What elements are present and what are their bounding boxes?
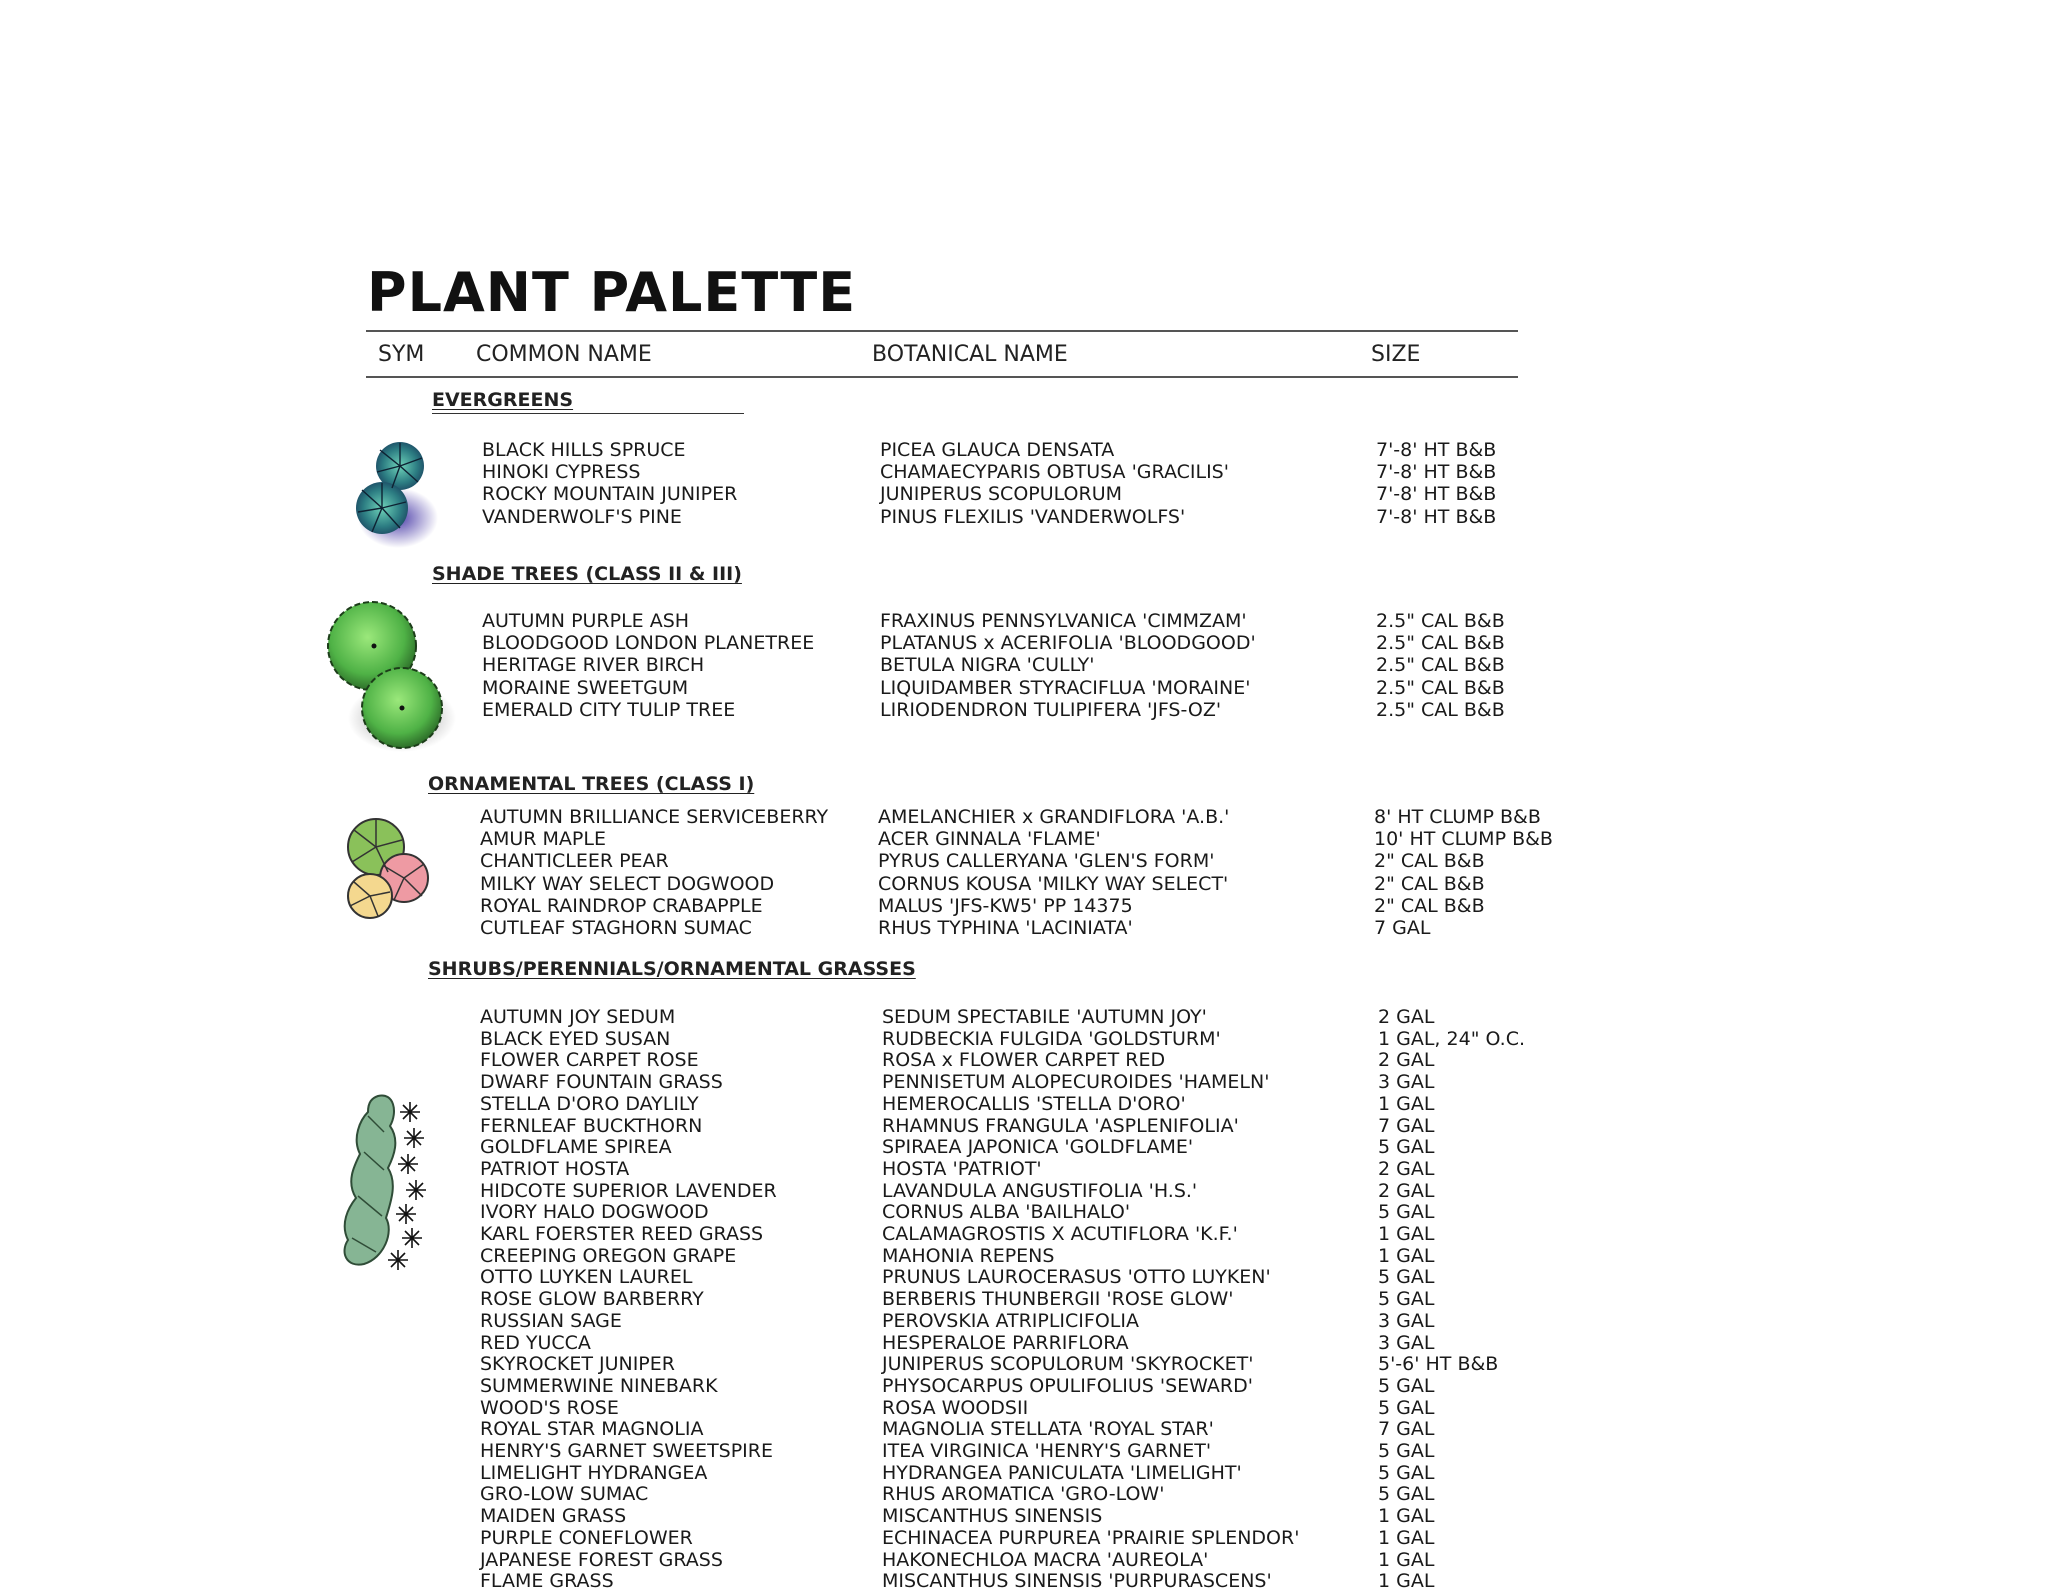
common-name-cell: BLACK HILLS SPRUCE xyxy=(482,439,686,461)
column-header-sym: SYM xyxy=(378,342,425,367)
size-cell: 3 GAL xyxy=(1378,1309,1435,1332)
common-name-cell: AUTUMN JOY SEDUM xyxy=(480,1006,676,1028)
common-name-cell: FERNLEAF BUCKTHORN xyxy=(480,1114,703,1137)
botanical-name-cell: JUNIPERUS SCOPULORUM xyxy=(880,483,1123,506)
size-cell: 5 GAL xyxy=(1378,1136,1435,1159)
botanical-name-cell: PINUS FLEXILIS 'VANDERWOLFS' xyxy=(880,505,1186,528)
common-name-cell: ROYAL RAINDROP CRABAPPLE xyxy=(480,894,763,917)
common-name-cell: AUTUMN BRILLIANCE SERVICEBERRY xyxy=(480,806,829,828)
botanical-name-cell: JUNIPERUS SCOPULORUM 'SKYROCKET' xyxy=(882,1353,1254,1376)
botanical-name-cell: BERBERIS THUNBERGII 'ROSE GLOW' xyxy=(882,1288,1234,1311)
evergreen-symbol-icon xyxy=(352,438,444,550)
size-cell: 2 GAL xyxy=(1378,1157,1435,1180)
size-cell: 5 GAL xyxy=(1378,1288,1435,1311)
size-cell: 2.5" CAL B&B xyxy=(1376,632,1505,655)
section-title: SHRUBS/PERENNIALS/ORNAMENTAL GRASSES xyxy=(428,958,916,980)
section-title: ORNAMENTAL TREES (CLASS I) xyxy=(428,773,755,795)
common-name-cell: HERITAGE RIVER BIRCH xyxy=(482,654,705,677)
botanical-name-cell: PYRUS CALLERYANA 'GLEN'S FORM' xyxy=(878,850,1215,873)
shade-tree-symbol-icon xyxy=(322,598,458,754)
common-name-cell: HINOKI CYPRESS xyxy=(482,461,641,484)
common-name-cell: PURPLE CONEFLOWER xyxy=(480,1526,693,1549)
common-name-cell: RED YUCCA xyxy=(480,1331,591,1354)
botanical-name-cell: RUDBECKIA FULGIDA 'GOLDSTURM' xyxy=(882,1027,1221,1050)
common-name-cell: GOLDFLAME SPIREA xyxy=(480,1136,672,1159)
common-name-cell: HIDCOTE SUPERIOR LAVENDER xyxy=(480,1179,777,1202)
botanical-name-cell: ITEA VIRGINICA 'HENRY'S GARNET' xyxy=(882,1440,1212,1462)
botanical-name-cell: HYDRANGEA PANICULATA 'LIMELIGHT' xyxy=(882,1461,1242,1484)
common-name-cell: MILKY WAY SELECT DOGWOOD xyxy=(480,872,775,895)
botanical-name-cell: MAGNOLIA STELLATA 'ROYAL STAR' xyxy=(882,1418,1214,1441)
botanical-name-cell: HEMEROCALLIS 'STELLA D'ORO' xyxy=(882,1092,1186,1115)
size-cell: 3 GAL xyxy=(1378,1071,1435,1094)
botanical-name-cell: PLATANUS x ACERIFOLIA 'BLOODGOOD' xyxy=(880,632,1256,655)
botanical-name-cell: HAKONECHLOA MACRA 'AUREOLA' xyxy=(882,1548,1209,1571)
size-cell: 5 GAL xyxy=(1378,1461,1435,1484)
botanical-name-cell: ACER GINNALA 'FLAME' xyxy=(878,828,1101,851)
botanical-name-cell: RHUS AROMATICA 'GRO-LOW' xyxy=(882,1483,1165,1506)
common-name-cell: WOOD'S ROSE xyxy=(480,1396,619,1419)
size-cell: 5 GAL xyxy=(1378,1374,1435,1397)
common-name-cell: RUSSIAN SAGE xyxy=(480,1309,622,1332)
common-name-cell: GRO-LOW SUMAC xyxy=(480,1483,649,1506)
botanical-name-cell: CORNUS KOUSA 'MILKY WAY SELECT' xyxy=(878,872,1229,895)
size-cell: 1 GAL xyxy=(1378,1526,1435,1549)
common-name-cell: KARL FOERSTER REED GRASS xyxy=(480,1223,764,1245)
common-name-cell: CHANTICLEER PEAR xyxy=(480,850,669,873)
size-cell: 2" CAL B&B xyxy=(1374,894,1485,917)
common-name-cell: AUTUMN PURPLE ASH xyxy=(482,610,690,632)
common-name-cell: BLACK EYED SUSAN xyxy=(480,1027,671,1050)
shrub-symbol-icon xyxy=(338,1092,438,1272)
common-name-cell: DWARF FOUNTAIN GRASS xyxy=(480,1071,723,1094)
size-cell: 7'-8' HT B&B xyxy=(1376,439,1497,461)
botanical-name-cell: BETULA NIGRA 'CULLY' xyxy=(880,654,1095,677)
botanical-name-cell: SPIRAEA JAPONICA 'GOLDFLAME' xyxy=(882,1136,1194,1159)
botanical-name-cell: LAVANDULA ANGUSTIFOLIA 'H.S.' xyxy=(882,1179,1198,1202)
size-cell: 5 GAL xyxy=(1378,1483,1435,1506)
botanical-name-cell: ROSA x FLOWER CARPET RED xyxy=(882,1049,1166,1072)
size-cell: 1 GAL xyxy=(1378,1223,1435,1245)
botanical-name-cell: LIRIODENDRON TULIPIFERA 'JFS-OZ' xyxy=(880,698,1222,721)
botanical-name-cell: HESPERALOE PARRIFLORA xyxy=(882,1331,1129,1354)
botanical-name-cell: MAHONIA REPENS xyxy=(882,1244,1055,1267)
size-cell: 5'-6' HT B&B xyxy=(1378,1353,1499,1376)
common-name-cell: ROYAL STAR MAGNOLIA xyxy=(480,1418,704,1441)
botanical-name-cell: FRAXINUS PENNSYLVANICA 'CIMMZAM' xyxy=(880,610,1247,632)
botanical-name-cell: SEDUM SPECTABILE 'AUTUMN JOY' xyxy=(882,1006,1207,1028)
botanical-name-cell: LIQUIDAMBER STYRACIFLUA 'MORAINE' xyxy=(880,676,1251,699)
common-name-cell: MORAINE SWEETGUM xyxy=(482,676,689,699)
botanical-name-cell: MISCANTHUS SINENSIS 'PURPURASCENS' xyxy=(882,1570,1272,1592)
botanical-name-cell: AMELANCHIER x GRANDIFLORA 'A.B.' xyxy=(878,806,1230,828)
common-name-cell: CUTLEAF STAGHORN SUMAC xyxy=(480,917,752,939)
size-cell: 8' HT CLUMP B&B xyxy=(1374,806,1541,828)
size-cell: 7 GAL xyxy=(1378,1114,1435,1137)
botanical-name-cell: PEROVSKIA ATRIPLICIFOLIA xyxy=(882,1309,1139,1332)
section-title: SHADE TREES (CLASS II & III) xyxy=(432,563,742,585)
common-name-cell: FLOWER CARPET ROSE xyxy=(480,1049,699,1072)
size-cell: 5 GAL xyxy=(1378,1266,1435,1289)
botanical-name-cell: PHYSOCARPUS OPULIFOLIUS 'SEWARD' xyxy=(882,1374,1253,1397)
size-cell: 7 GAL xyxy=(1374,917,1431,939)
size-cell: 1 GAL xyxy=(1378,1244,1435,1267)
header-rule-bottom xyxy=(366,376,1518,378)
common-name-cell: JAPANESE FOREST GRASS xyxy=(480,1548,723,1571)
size-cell: 2" CAL B&B xyxy=(1374,850,1485,873)
size-cell: 3 GAL xyxy=(1378,1331,1435,1354)
botanical-name-cell: MALUS 'JFS-KW5' PP 14375 xyxy=(878,894,1133,917)
common-name-cell: ROSE GLOW BARBERRY xyxy=(480,1288,704,1311)
botanical-name-cell: MISCANTHUS SINENSIS xyxy=(882,1505,1103,1528)
size-cell: 2 GAL xyxy=(1378,1179,1435,1202)
section-title: EVERGREENS xyxy=(432,389,574,411)
common-name-cell: FLAME GRASS xyxy=(480,1570,614,1592)
size-cell: 2 GAL xyxy=(1378,1049,1435,1072)
size-cell: 1 GAL xyxy=(1378,1092,1435,1115)
size-cell: 5 GAL xyxy=(1378,1201,1435,1224)
common-name-cell: BLOODGOOD LONDON PLANETREE xyxy=(482,632,815,655)
size-cell: 7'-8' HT B&B xyxy=(1376,505,1497,528)
size-cell: 5 GAL xyxy=(1378,1440,1435,1462)
size-cell: 10' HT CLUMP B&B xyxy=(1374,828,1553,851)
size-cell: 1 GAL, 24" O.C. xyxy=(1378,1027,1525,1050)
botanical-name-cell: PENNISETUM ALOPECUROIDES 'HAMELN' xyxy=(882,1071,1270,1094)
size-cell: 5 GAL xyxy=(1378,1396,1435,1419)
size-cell: 7 GAL xyxy=(1378,1418,1435,1441)
common-name-cell: OTTO LUYKEN LAUREL xyxy=(480,1266,693,1289)
botanical-name-cell: ROSA WOODSII xyxy=(882,1396,1029,1419)
common-name-cell: SUMMERWINE NINEBARK xyxy=(480,1374,718,1397)
common-name-cell: IVORY HALO DOGWOOD xyxy=(480,1201,709,1224)
column-header-common-name: COMMON NAME xyxy=(476,342,652,367)
botanical-name-cell: CORNUS ALBA 'BAILHALO' xyxy=(882,1201,1131,1224)
size-cell: 1 GAL xyxy=(1378,1505,1435,1528)
section-underline xyxy=(432,413,744,414)
common-name-cell: PATRIOT HOSTA xyxy=(480,1157,630,1180)
common-name-cell: STELLA D'ORO DAYLILY xyxy=(480,1092,699,1115)
size-cell: 2.5" CAL B&B xyxy=(1376,676,1505,699)
size-cell: 2" CAL B&B xyxy=(1374,872,1485,895)
common-name-cell: CREEPING OREGON GRAPE xyxy=(480,1244,737,1267)
common-name-cell: MAIDEN GRASS xyxy=(480,1505,627,1528)
common-name-cell: SKYROCKET JUNIPER xyxy=(480,1353,675,1376)
botanical-name-cell: HOSTA 'PATRIOT' xyxy=(882,1157,1042,1180)
header-rule-top xyxy=(366,330,1518,332)
botanical-name-cell: ECHINACEA PURPUREA 'PRAIRIE SPLENDOR' xyxy=(882,1526,1300,1549)
size-cell: 7'-8' HT B&B xyxy=(1376,483,1497,506)
column-header-size: SIZE xyxy=(1371,342,1421,367)
botanical-name-cell: RHAMNUS FRANGULA 'ASPLENIFOLIA' xyxy=(882,1114,1239,1137)
size-cell: 2 GAL xyxy=(1378,1006,1435,1028)
botanical-name-cell: CALAMAGROSTIS X ACUTIFLORA 'K.F.' xyxy=(882,1223,1238,1245)
size-cell: 1 GAL xyxy=(1378,1548,1435,1571)
common-name-cell: VANDERWOLF'S PINE xyxy=(482,505,682,528)
page-title: PLANT PALETTE xyxy=(367,261,857,324)
botanical-name-cell: CHAMAECYPARIS OBTUSA 'GRACILIS' xyxy=(880,461,1229,484)
common-name-cell: EMERALD CITY TULIP TREE xyxy=(482,698,736,721)
size-cell: 2.5" CAL B&B xyxy=(1376,610,1505,632)
column-header-botanical-name: BOTANICAL NAME xyxy=(872,342,1068,367)
size-cell: 2.5" CAL B&B xyxy=(1376,654,1505,677)
common-name-cell: HENRY'S GARNET SWEETSPIRE xyxy=(480,1440,773,1462)
size-cell: 1 GAL xyxy=(1378,1570,1435,1592)
common-name-cell: ROCKY MOUNTAIN JUNIPER xyxy=(482,483,738,506)
ornamental-tree-symbol-icon xyxy=(344,812,434,922)
botanical-name-cell: PICEA GLAUCA DENSATA xyxy=(880,439,1115,461)
size-cell: 2.5" CAL B&B xyxy=(1376,698,1505,721)
botanical-name-cell: PRUNUS LAUROCERASUS 'OTTO LUYKEN' xyxy=(882,1266,1271,1289)
common-name-cell: AMUR MAPLE xyxy=(480,828,606,851)
common-name-cell: LIMELIGHT HYDRANGEA xyxy=(480,1461,708,1484)
botanical-name-cell: RHUS TYPHINA 'LACINIATA' xyxy=(878,917,1133,939)
size-cell: 7'-8' HT B&B xyxy=(1376,461,1497,484)
